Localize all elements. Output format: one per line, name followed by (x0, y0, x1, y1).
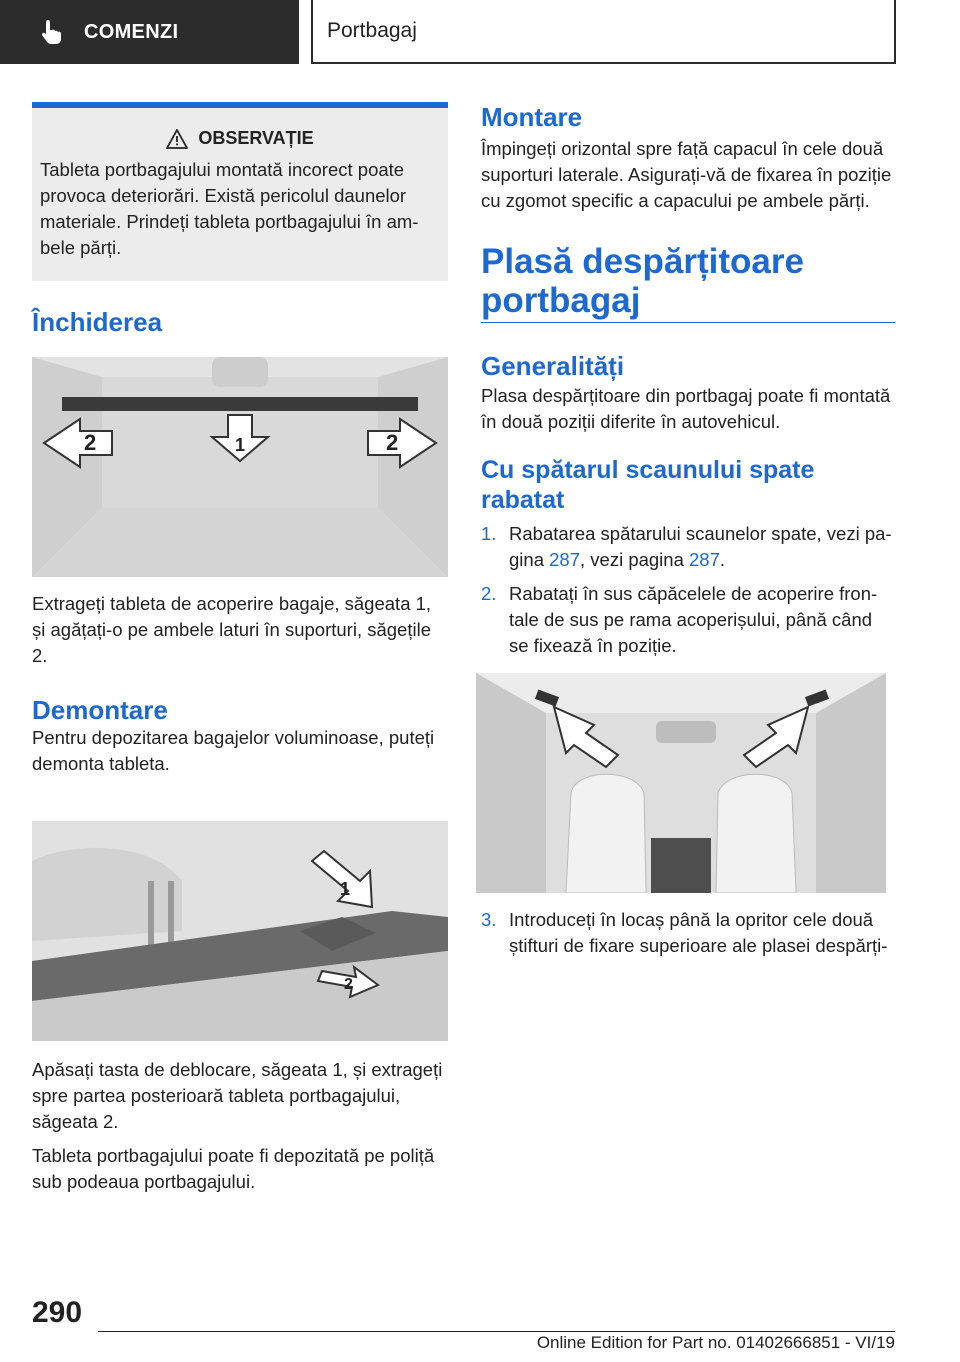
step-number: 2. (481, 583, 497, 604)
notice-header (40, 128, 440, 149)
removal-intro: Pentru depozitarea bagajelor voluminoase, puteți demonta tableta. (32, 727, 435, 774)
closing-arrow-label: 1 (235, 435, 246, 455)
notice-box (32, 102, 448, 281)
net-general-heading: Generalități (481, 351, 625, 381)
left-column (32, 102, 448, 1195)
step-text-part: , vezi pagina (580, 549, 690, 570)
install-heading: Montare (481, 102, 583, 132)
page-link[interactable]: 287 (549, 549, 580, 570)
section-label: COMENZI (84, 20, 179, 43)
page-link[interactable]: 287 (689, 549, 720, 570)
step-3 (481, 907, 895, 959)
chapter-title: Portbagaj (327, 19, 417, 42)
footer-edition: Online Edition for Part no. 01402666851 - VI/19 (536, 1333, 895, 1352)
removal-arrow-label: 1 (340, 879, 351, 899)
section-tab (0, 0, 299, 64)
step-text: Introduceți în locaș până la opritor cele două știfturi de fixare superioare ale plasei despărți- (509, 909, 888, 956)
closing-figure (32, 357, 448, 577)
removal-heading: Demontare (32, 695, 168, 725)
notice-text: Tableta portbagajului montată incorect poate provoca deteriorări. Există pericolul daunelor materiale. Prindeți tableta portbagajului în ambele părți. (40, 159, 419, 258)
page-number: 290 (32, 1296, 83, 1329)
closing-heading: Închiderea (32, 307, 163, 337)
closing-arrow-label: 2 (386, 430, 399, 455)
step-text-part: Rabatarea spătarului scaunelor spate, vezi pagina (509, 523, 892, 570)
net-folded-heading: Cu spătarul scaunului spate rabatat (481, 456, 815, 514)
net-heading: Plasă despărțitoare portbagaj (481, 242, 895, 323)
step-1 (481, 521, 895, 573)
step-text (509, 521, 895, 573)
removal-arrow-label: 2 (344, 976, 353, 993)
install-text: Împingeți orizontal spre față capacul în cele două suporturi laterale. Asigurați-vă de fixarea în poziție cu zgomot specific a capacului pe ambele părți. (481, 138, 892, 211)
net-figure (476, 673, 886, 893)
removal-caption-1: Apăsați tasta de deblocare, săgeata 1, și extrageți spre partea posterioară tableta portbagajului, săgeata 2. (32, 1059, 443, 1132)
footer-divider (98, 1331, 895, 1332)
closing-caption: Extrageți tableta de acoperire bagaje, săgeata 1, și agățați-o pe ambele laturi în suporturi, săgețile 2. (32, 593, 432, 666)
chapter-tab (311, 0, 896, 64)
step-number: 1. (481, 523, 497, 544)
right-column (481, 102, 895, 959)
step-text-part: . (719, 549, 726, 570)
closing-arrow-label: 2 (84, 430, 97, 455)
removal-figure (32, 821, 448, 1041)
step-text: Rabatați în sus căpăcelele de acoperire frontale de sus pe rama acoperișului, până când se fixează în poziție. (509, 583, 878, 656)
notice-title: OBSERVAȚIE (198, 128, 314, 148)
step-2 (481, 581, 895, 659)
hand-pointer-icon (40, 20, 62, 44)
warning-triangle-icon (166, 129, 188, 149)
removal-caption-2: Tableta portbagajului poate fi depozitată pe poliță sub podeaua portbagajului. (32, 1145, 435, 1192)
step-number: 3. (481, 909, 497, 930)
net-general-text: Plasa despărțitoare din portbagaj poate fi montată în două poziții diferite în autovehicul. (481, 385, 891, 432)
